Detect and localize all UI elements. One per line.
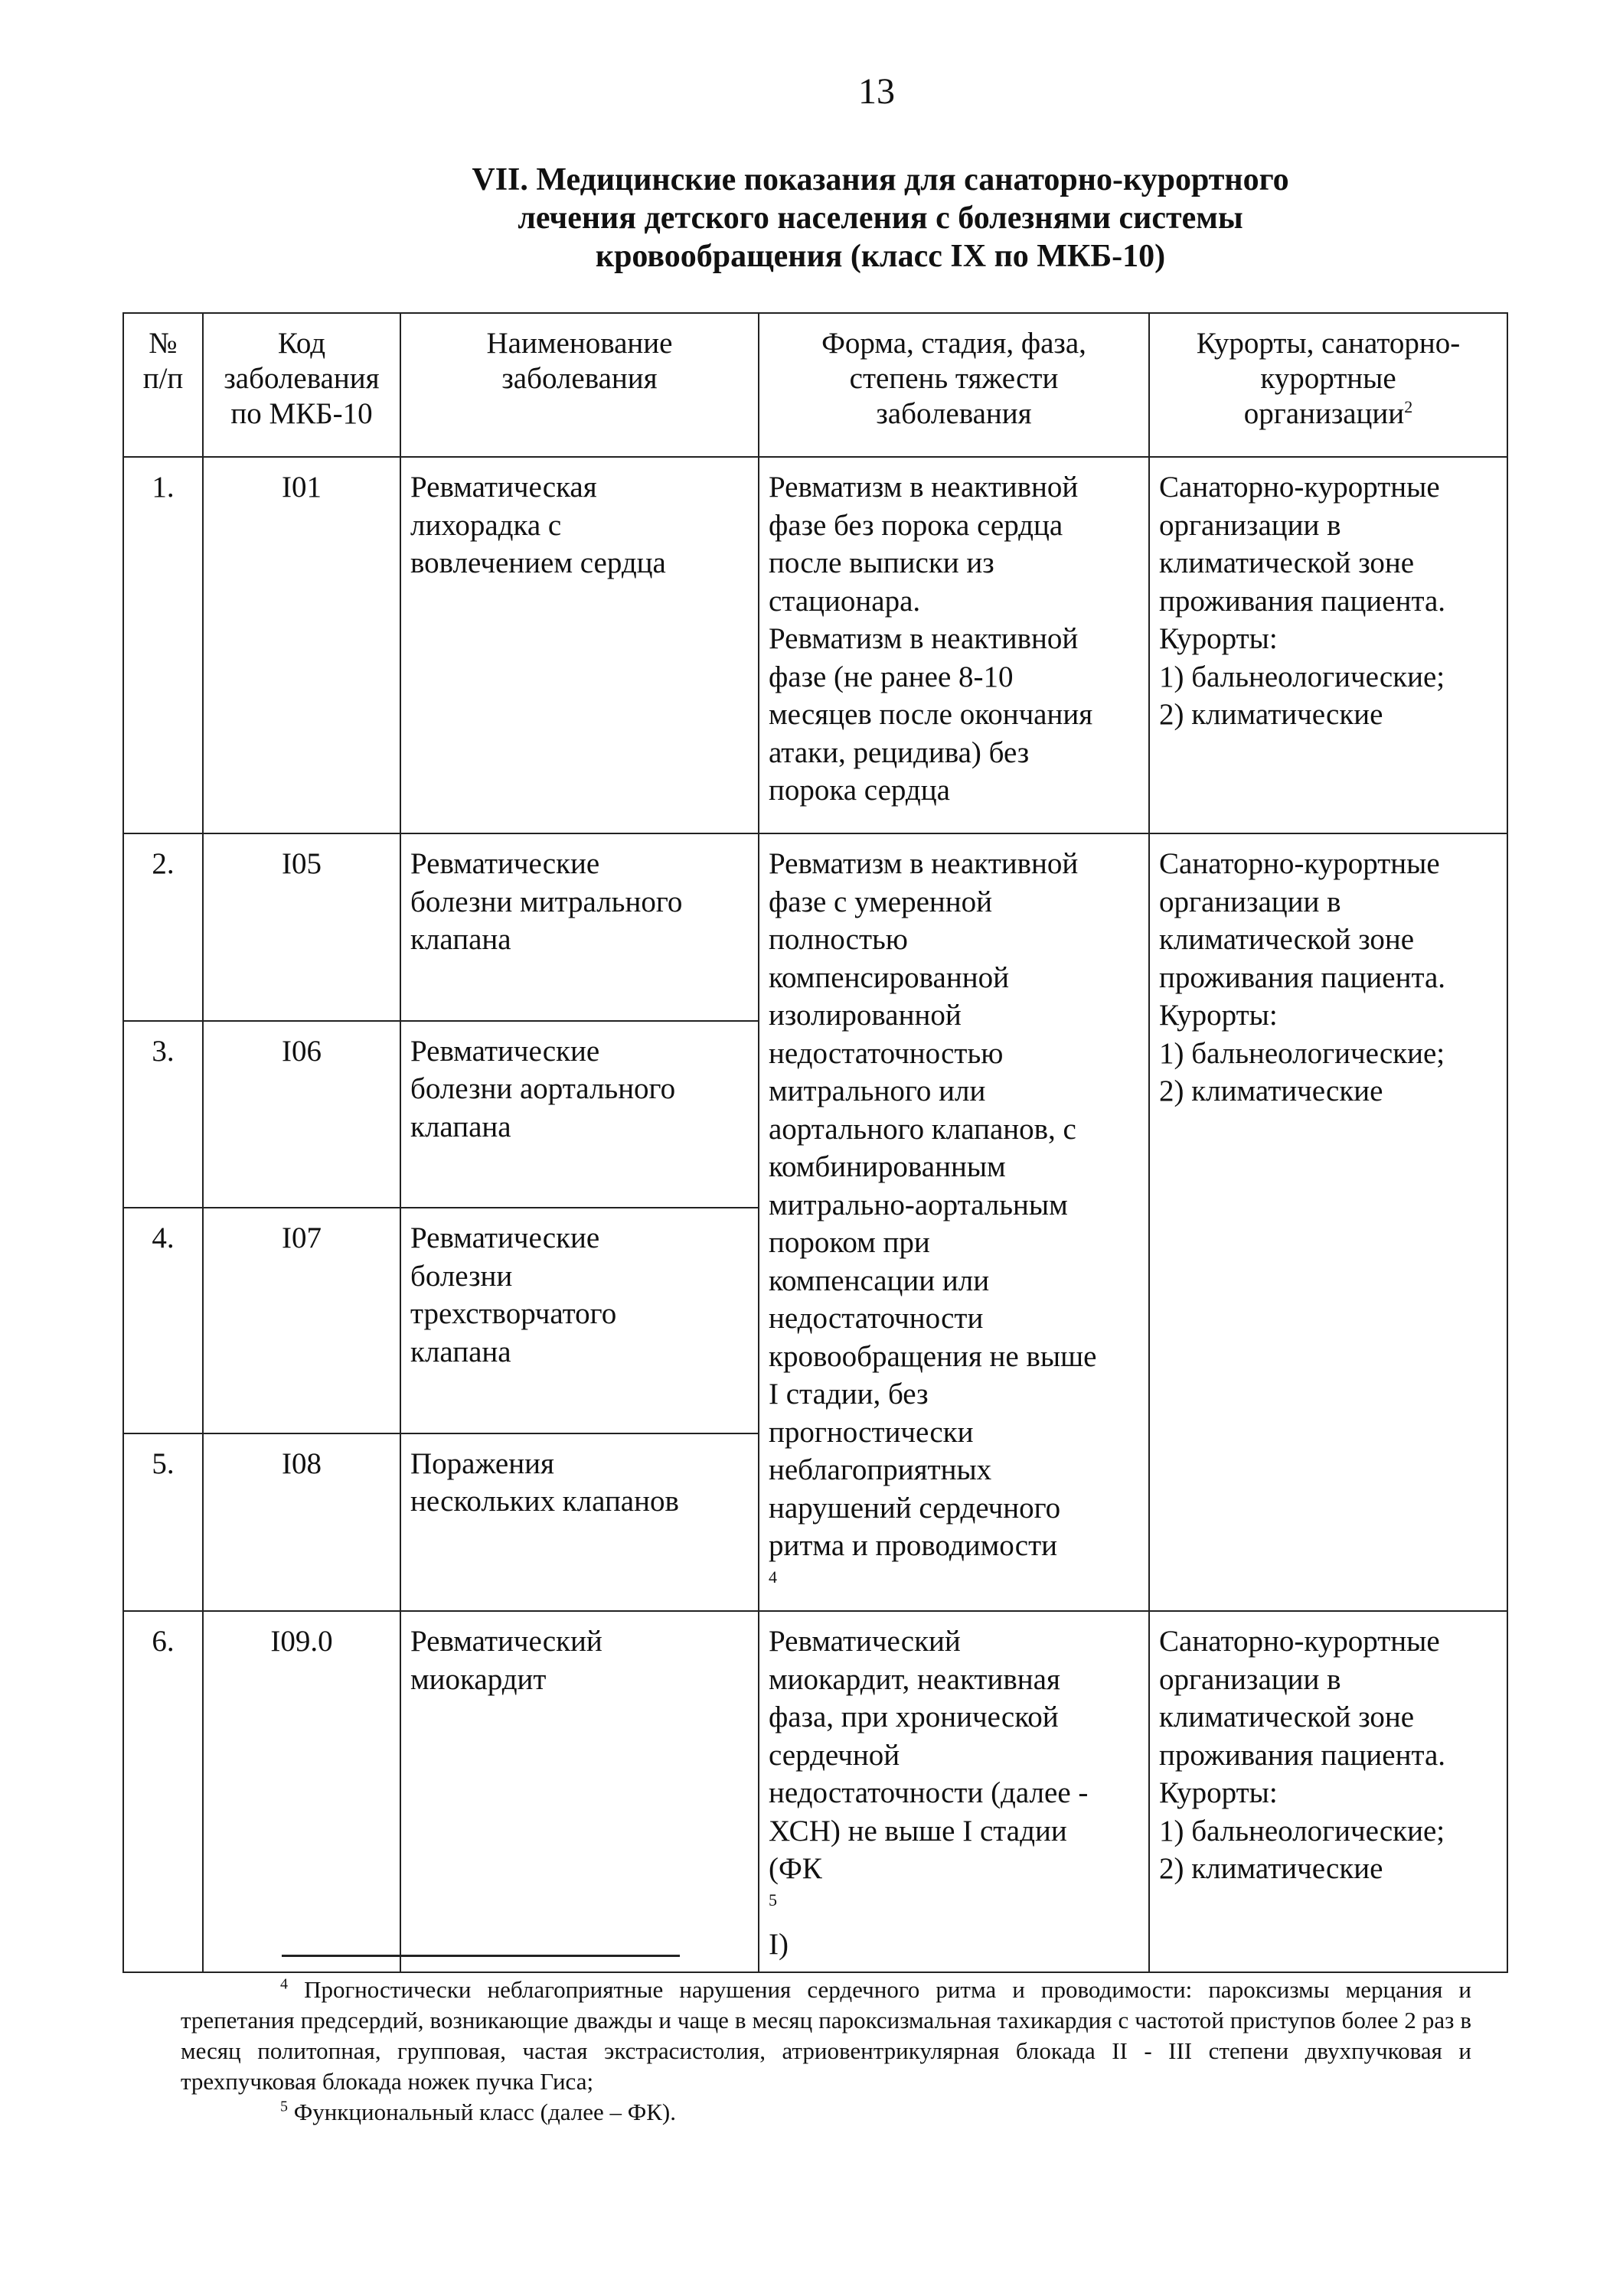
text-line: 2) климатические [1159,1852,1383,1885]
text-line: клапана [410,1335,511,1368]
text-line: порока сердца [769,774,950,807]
header-text: Курорты, санаторно- [1196,327,1461,360]
icd-code: I08 [203,1433,400,1611]
text-line: проживания пациента. [1159,584,1446,618]
title-line: VII. Медицинские показания для санаторно-курортного [472,162,1289,197]
header-text: заболевания [224,362,380,395]
text-line: болезни [410,1259,513,1293]
title-line: лечения детского населения с болезнями системы [518,201,1243,236]
header-text: по МКБ-10 [230,397,373,430]
text-line [769,1527,1139,1603]
text-line: недостаточностью [769,1036,1004,1070]
disease-form [759,457,1149,833]
icd-code: I01 [203,457,400,833]
text-line: болезни митрального [410,885,683,918]
resort-info [1149,457,1507,833]
row-number: 1. [123,457,203,833]
header-text: Наименование [486,327,673,360]
text-line: Курорты: [1159,1776,1278,1809]
disease-name [400,457,759,833]
text-line: атаки, рецидива) без [769,735,1030,769]
icd-code: I05 [203,833,400,1021]
header-resort [1149,313,1507,457]
text-line: компенсированной [769,960,1009,994]
footnote-ref: 5 [769,1890,777,1910]
footnote-text: Функциональный класс (далее – ФК). [293,2099,676,2125]
text-line: проживания пациента. [1159,1738,1446,1772]
header-text: заболевания [501,362,658,395]
icd-code: I09.0 [203,1611,400,1972]
text-line: 1) бальнеологические; [1159,660,1445,693]
text-line: клапана [410,923,511,956]
header-num [123,313,203,457]
title-line: кровообращения (класс IX по МКБ-10) [595,239,1166,274]
icd-code: I06 [203,1021,400,1208]
footnote-5 [181,2097,1471,2128]
text-line: аортального клапанов, с [769,1112,1076,1146]
text-line: Ревматическая [410,471,597,504]
text-line: комбинированным [769,1150,1006,1183]
icd-code: I07 [203,1208,400,1433]
text-line: (ФК [769,1852,822,1885]
header-text: заболевания [876,397,1032,430]
row-number: 4. [123,1208,203,1433]
header-text [1159,396,1497,432]
table-row [123,833,1507,1021]
text-line: фаза, при хронической [769,1701,1059,1733]
footnote-text: Прогностически неблагоприятные нарушения сердечного ритма и проводимости: пароксизмы мерцания и трепетания предсердий, возникающие дважды и чаще в месяц пароксизмальная тахикардия с частотой приступов более 2 раз в месяц политопная, групповая, частая экстрасистолия, атриовентрикулярная блокада II - III степени двухпучковая и трехпучковая блокада ножек пучка Гиса; [181,1976,1471,2095]
header-text: степень тяжести [849,362,1059,395]
header-text: п/п [142,362,184,395]
text-line: климатической зоне [1159,1701,1415,1733]
text-line: Ревматические [410,847,600,880]
text-line: проживания пациента. [1159,960,1446,994]
text-line: ритма и проводимости [769,1529,1057,1562]
text-line: 1) бальнеологические; [1159,1036,1445,1070]
text-line: трехстворчатого [410,1297,617,1331]
text-line: 2) климатические [1159,1075,1383,1107]
text-line: Санаторно-курортные [1159,471,1440,504]
text-line: фазе без порока сердца [769,508,1063,542]
text-line: недостаточности (далее - [769,1776,1089,1809]
text-line: фазе с умеренной [769,885,993,918]
disease-name [400,833,759,1021]
table-header-row [123,313,1507,457]
row-number: 3. [123,1021,203,1208]
text-line: неблагоприятных [769,1453,992,1486]
disease-form [759,1611,1149,1972]
footnote-marker: 5 [280,2098,288,2115]
text-line: Ревматические [410,1034,600,1068]
text-line: нескольких клапанов [410,1485,679,1518]
footnote-ref: 2 [1404,397,1413,416]
footnote-4 [181,1975,1471,2097]
disease-name [400,1433,759,1611]
text-line: пороком при [769,1226,930,1259]
text-line: клапана [410,1110,511,1143]
text-line: компенсации или [769,1264,990,1297]
footnotes [181,1975,1471,2128]
text-line: лихорадка с [410,508,562,542]
text-line: Ревматизм в неактивной [769,622,1079,655]
disease-name [400,1021,759,1208]
text-line: Санаторно-курортные [1159,1625,1440,1658]
text-line: 2) климатические [1159,698,1383,731]
text-line: организации в [1159,508,1341,542]
disease-form-group [759,833,1149,1611]
text-line: фазе (не ранее 8-10 [769,660,1014,693]
header-form [759,313,1149,457]
text-line: недостаточности [769,1302,984,1335]
text-line: изолированной [769,999,962,1032]
text-line: болезни аортального [410,1072,676,1106]
text-line: Ревматический [410,1625,603,1658]
header-text: организации [1243,397,1405,430]
resort-info-group [1149,833,1507,1611]
text-line: Ревматизм в неактивной [769,847,1079,880]
header-text: Код [277,327,326,360]
text-line: миокардит [410,1662,547,1696]
text-line: кровообращения не выше [769,1339,1097,1373]
text-line: ХСН) не выше I стадии [769,1814,1067,1848]
text-line: митрально-аортальным [769,1188,1068,1221]
text-line: Санаторно-курортные [1159,847,1440,880]
text-line: климатической зоне [1159,546,1415,579]
text-line: стационара. [769,584,921,618]
text-line: климатической зоне [1159,923,1415,956]
footnote-marker: 4 [280,1975,288,1993]
header-text: Форма, стадия, фаза, [821,327,1086,360]
footnote-separator [282,1955,680,1957]
text-line: организации в [1159,1662,1341,1696]
row-number: 5. [123,1433,203,1611]
text-line: I стадии, без [769,1378,929,1411]
text-line: прогностически [769,1415,974,1449]
text-line: I) [769,1928,789,1961]
text-line: Курорты: [1159,622,1278,655]
row-number: 2. [123,833,203,1021]
text-line: 1) бальнеологические; [1159,1814,1445,1848]
indications-table [122,312,1508,1973]
table-row [123,457,1507,833]
row-number: 6. [123,1611,203,1972]
section-title [306,161,1455,276]
disease-name [400,1611,759,1972]
footnote-ref: 4 [769,1567,777,1587]
header-text: курортные [1260,362,1396,395]
text-line: нарушений сердечного [769,1491,1061,1525]
text-line: Ревматизм в неактивной [769,471,1079,504]
resort-info [1149,1611,1507,1972]
text-line: Ревматический [769,1625,961,1658]
header-name [400,313,759,457]
text-line: митрального или [769,1075,986,1107]
text-line: полностью [769,923,908,956]
disease-name [400,1208,759,1433]
text-line: вовлечением сердца [410,546,666,579]
text-line: после выписки из [769,546,994,579]
text-line [769,1850,1139,1964]
text-line: месяцев после окончания [769,698,1093,731]
text-line: Курорты: [1159,999,1278,1032]
text-line: Ревматические [410,1221,600,1255]
table-row [123,1611,1507,1972]
text-line: миокардит, неактивная [769,1662,1060,1696]
header-code [203,313,400,457]
text-line: организации в [1159,885,1341,918]
text-line: Поражения [410,1446,554,1480]
text-line: сердечной [769,1738,900,1772]
header-text: № [149,327,178,360]
page-number: 13 [858,71,895,112]
